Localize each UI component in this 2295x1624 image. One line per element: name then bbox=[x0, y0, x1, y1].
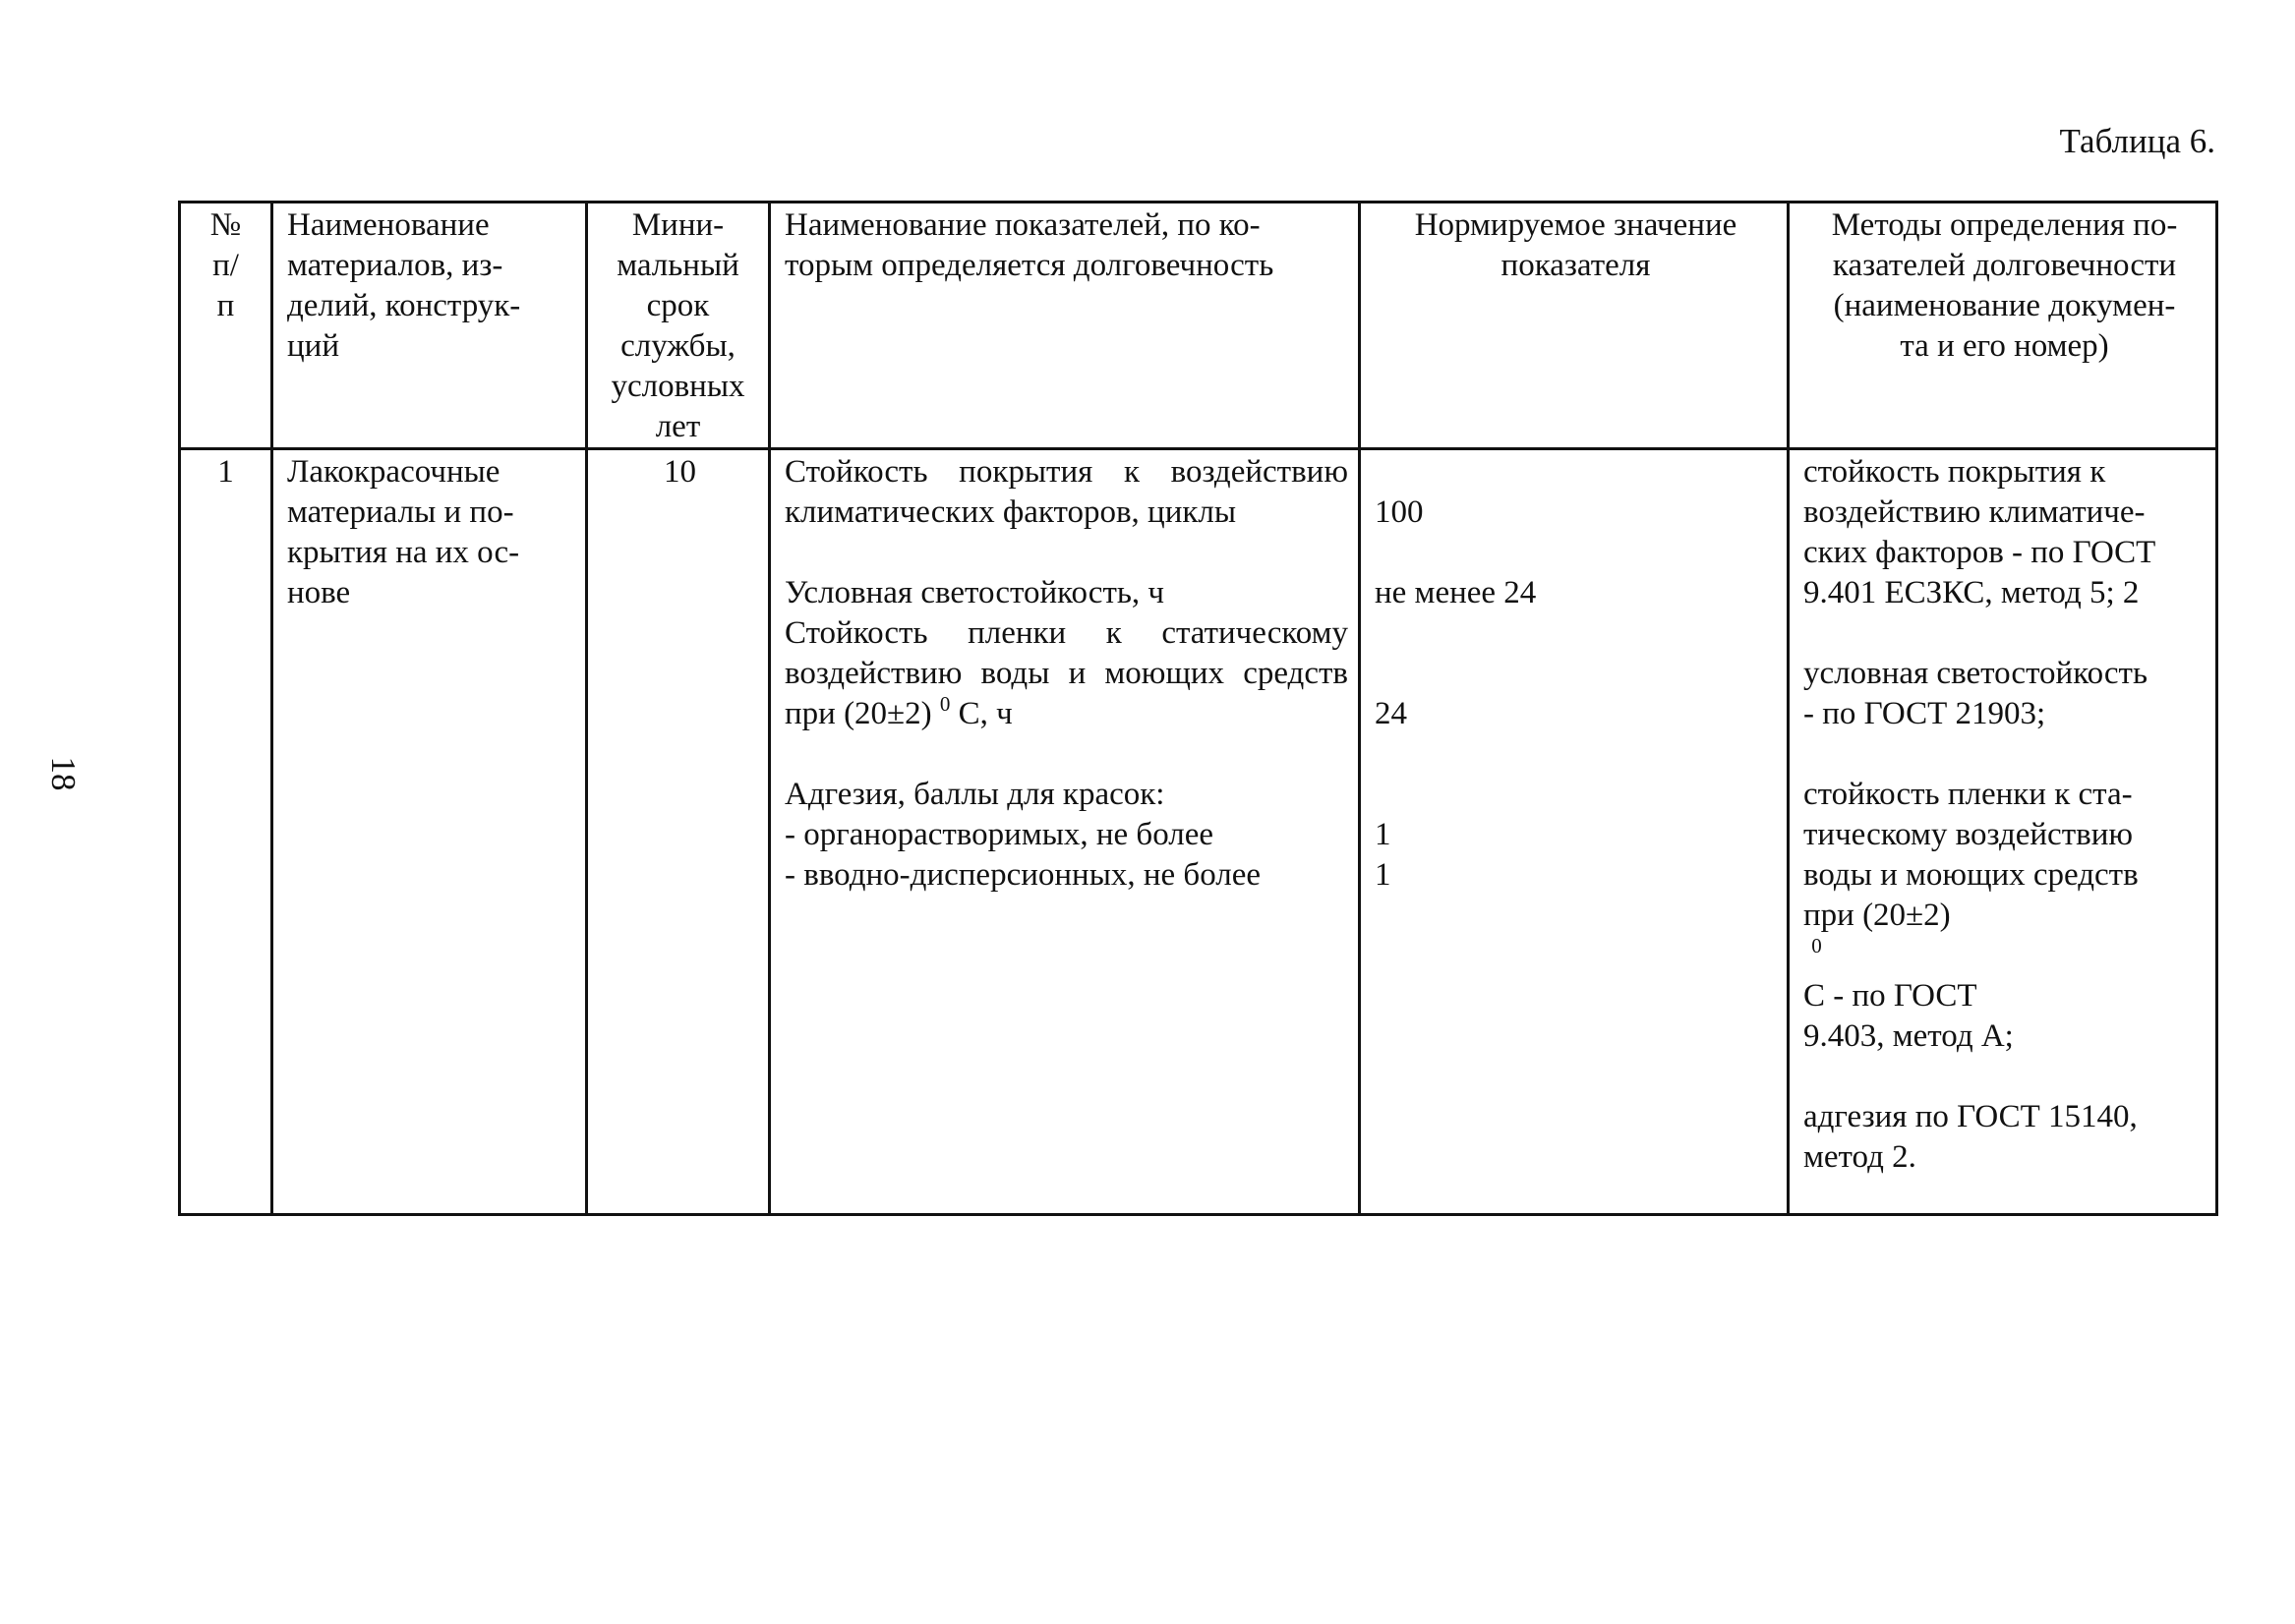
row-number: 1 bbox=[180, 449, 272, 1215]
method-lightfastness-line: - по ГОСТ 21903; bbox=[1803, 696, 2046, 731]
header-normative-value: Нормируемое значение показателя bbox=[1360, 203, 1789, 449]
row-indicators bbox=[770, 449, 1360, 1215]
method-lightfastness-line: условная светостойкость bbox=[1803, 656, 2148, 691]
header-min-service-life: Мини- мальный срок службы, условных лет bbox=[587, 203, 770, 449]
table-caption: Таблица 6. bbox=[2059, 122, 2215, 160]
norm-lightfastness: не менее 24 bbox=[1375, 575, 1537, 610]
method-adhesion-line: адгезия по ГОСТ 15140, bbox=[1803, 1099, 2138, 1134]
row-min-service-life: 10 bbox=[587, 449, 770, 1215]
table-row bbox=[180, 449, 2217, 1215]
method-film-line: стойкость пленки к ста- bbox=[1803, 777, 2133, 812]
indicator-lightfastness: Условная светостойкость, ч bbox=[785, 575, 1165, 610]
header-number: № п/ п bbox=[180, 203, 272, 449]
header-methods: Методы определения по- казателей долговечности (наименование докумен- та и его номер) bbox=[1789, 203, 2217, 449]
method-climate-line: воздействию климатиче- bbox=[1803, 494, 2146, 530]
indicator-climate: Стойкость покрытия к воздействию климатических факторов, циклы bbox=[785, 454, 1348, 530]
norm-film-resistance: 24 bbox=[1375, 696, 1407, 731]
norm-adhesion-organic: 1 bbox=[1375, 817, 1391, 852]
table-header-row bbox=[180, 203, 2217, 449]
row-methods bbox=[1789, 449, 2217, 1215]
durability-table bbox=[178, 201, 2218, 1216]
header-indicators: Наименование показателей, по ко- торым определяется долговечность bbox=[770, 203, 1360, 449]
norm-climate: 100 bbox=[1375, 494, 1424, 530]
method-film-line: тическому воздействию bbox=[1803, 817, 2134, 852]
method-adhesion-line: метод 2. bbox=[1803, 1139, 1916, 1175]
indicator-film-resistance: Стойкость пленки к статическому воздействию воды и моющих средств при (20±2) $^0$ С, ч bbox=[785, 615, 1348, 731]
indicator-adhesion-organic: - органорастворимых, не более bbox=[785, 817, 1214, 852]
page-number: 18 bbox=[44, 756, 83, 791]
method-film-line: 9.403, метод А; bbox=[1803, 1018, 2014, 1054]
method-film-line: воды и моющих средств bbox=[1803, 857, 2139, 893]
row-material-name: Лакокрасочные материалы и по- крытия на их ос- нове bbox=[272, 449, 587, 1215]
indicator-adhesion: Адгезия, баллы для красок: bbox=[785, 777, 1165, 812]
header-material-name: Наименование материалов, из- делий, конструк- ций bbox=[272, 203, 587, 449]
row-normative-values bbox=[1360, 449, 1789, 1215]
indicator-adhesion-water: - вводно-дисперсионных, не более bbox=[785, 857, 1262, 893]
method-climate-line: 9.401 ЕСЗКС, метод 5; 2 bbox=[1803, 575, 2140, 610]
norm-adhesion-water: 1 bbox=[1375, 857, 1391, 893]
method-climate-line: ских факторов - по ГОСТ bbox=[1803, 535, 2156, 570]
method-film-line: при (20±2) $^0$ С - по ГОСТ bbox=[1803, 898, 1977, 1014]
method-climate-line: стойкость покрытия к bbox=[1803, 454, 2106, 490]
